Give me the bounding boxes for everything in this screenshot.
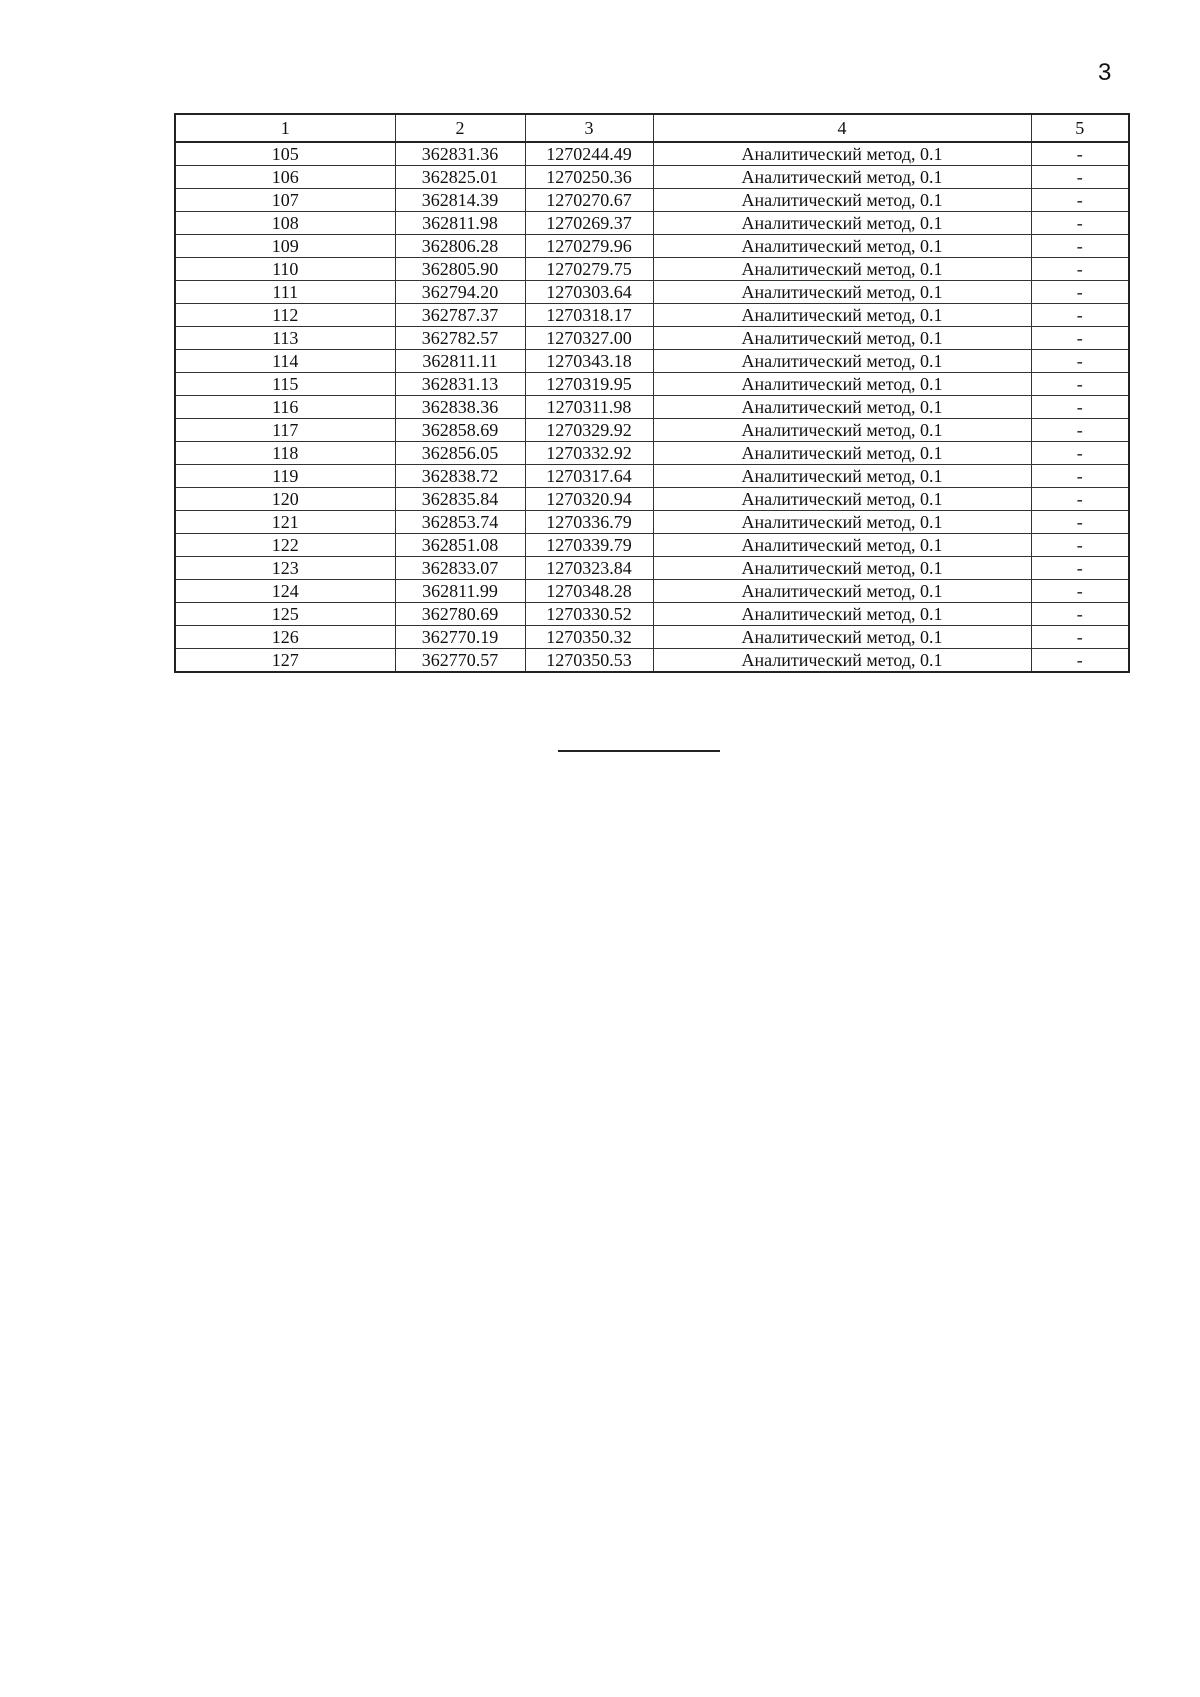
table-row [175, 603, 1129, 626]
x-coordinate-cell: 362814.39 [395, 189, 525, 212]
table-row [175, 488, 1129, 511]
point-number-cell: 109 [175, 235, 395, 258]
x-coordinate-cell: 362780.69 [395, 603, 525, 626]
y-coordinate-cell: 1270303.64 [525, 281, 653, 304]
table-row [175, 442, 1129, 465]
point-number-cell: 118 [175, 442, 395, 465]
point-number-cell: 121 [175, 511, 395, 534]
table-row [175, 557, 1129, 580]
y-coordinate-cell: 1270336.79 [525, 511, 653, 534]
table-row [175, 212, 1129, 235]
y-coordinate-cell: 1270348.28 [525, 580, 653, 603]
note-cell: - [1031, 603, 1129, 626]
method-accuracy-cell: Аналитический метод, 0.1 [653, 235, 1031, 258]
table-row [175, 465, 1129, 488]
y-coordinate-cell: 1270244.49 [525, 142, 653, 166]
table-row [175, 235, 1129, 258]
point-number-cell: 126 [175, 626, 395, 649]
method-accuracy-cell: Аналитический метод, 0.1 [653, 626, 1031, 649]
method-accuracy-cell: Аналитический метод, 0.1 [653, 373, 1031, 396]
y-coordinate-cell: 1270327.00 [525, 327, 653, 350]
method-accuracy-cell: Аналитический метод, 0.1 [653, 258, 1031, 281]
y-coordinate-cell: 1270350.53 [525, 649, 653, 673]
table-row [175, 419, 1129, 442]
x-coordinate-cell: 362811.98 [395, 212, 525, 235]
note-cell: - [1031, 649, 1129, 673]
y-coordinate-cell: 1270269.37 [525, 212, 653, 235]
x-coordinate-cell: 362787.37 [395, 304, 525, 327]
table-row [175, 626, 1129, 649]
point-number-cell: 123 [175, 557, 395, 580]
y-coordinate-cell: 1270279.96 [525, 235, 653, 258]
y-coordinate-cell: 1270329.92 [525, 419, 653, 442]
end-of-table-rule [558, 750, 720, 752]
y-coordinate-cell: 1270279.75 [525, 258, 653, 281]
method-accuracy-cell: Аналитический метод, 0.1 [653, 304, 1031, 327]
table-row [175, 373, 1129, 396]
table-row [175, 350, 1129, 373]
y-coordinate-cell: 1270339.79 [525, 534, 653, 557]
x-coordinate-cell: 362831.13 [395, 373, 525, 396]
point-number-cell: 115 [175, 373, 395, 396]
table-row [175, 396, 1129, 419]
note-cell: - [1031, 557, 1129, 580]
method-accuracy-cell: Аналитический метод, 0.1 [653, 212, 1031, 235]
x-coordinate-cell: 362853.74 [395, 511, 525, 534]
x-coordinate-cell: 362794.20 [395, 281, 525, 304]
point-number-cell: 127 [175, 649, 395, 673]
x-coordinate-cell: 362831.36 [395, 142, 525, 166]
y-coordinate-cell: 1270320.94 [525, 488, 653, 511]
table-row [175, 258, 1129, 281]
note-cell: - [1031, 396, 1129, 419]
note-cell: - [1031, 465, 1129, 488]
y-coordinate-cell: 1270250.36 [525, 166, 653, 189]
point-number-cell: 117 [175, 419, 395, 442]
x-coordinate-cell: 362770.19 [395, 626, 525, 649]
note-cell: - [1031, 580, 1129, 603]
y-coordinate-cell: 1270343.18 [525, 350, 653, 373]
page-number: 3 [1098, 59, 1112, 86]
note-cell: - [1031, 373, 1129, 396]
table-row [175, 166, 1129, 189]
x-coordinate-cell: 362811.99 [395, 580, 525, 603]
note-cell: - [1031, 304, 1129, 327]
point-number-cell: 122 [175, 534, 395, 557]
y-coordinate-cell: 1270318.17 [525, 304, 653, 327]
y-coordinate-cell: 1270270.67 [525, 189, 653, 212]
point-number-cell: 114 [175, 350, 395, 373]
x-coordinate-cell: 362770.57 [395, 649, 525, 673]
column-header-2: 2 [395, 114, 525, 142]
point-number-cell: 108 [175, 212, 395, 235]
table-header [175, 114, 1129, 142]
column-header-3: 3 [525, 114, 653, 142]
method-accuracy-cell: Аналитический метод, 0.1 [653, 580, 1031, 603]
note-cell: - [1031, 350, 1129, 373]
x-coordinate-cell: 362782.57 [395, 327, 525, 350]
point-number-cell: 105 [175, 142, 395, 166]
x-coordinate-cell: 362833.07 [395, 557, 525, 580]
point-number-cell: 116 [175, 396, 395, 419]
x-coordinate-cell: 362825.01 [395, 166, 525, 189]
note-cell: - [1031, 258, 1129, 281]
y-coordinate-cell: 1270330.52 [525, 603, 653, 626]
note-cell: - [1031, 166, 1129, 189]
point-number-cell: 113 [175, 327, 395, 350]
table-body [175, 142, 1129, 672]
table-row [175, 580, 1129, 603]
table-row [175, 649, 1129, 673]
y-coordinate-cell: 1270317.64 [525, 465, 653, 488]
x-coordinate-cell: 362805.90 [395, 258, 525, 281]
method-accuracy-cell: Аналитический метод, 0.1 [653, 350, 1031, 373]
note-cell: - [1031, 488, 1129, 511]
column-header-1: 1 [175, 114, 395, 142]
x-coordinate-cell: 362856.05 [395, 442, 525, 465]
table-header-row [175, 114, 1129, 142]
table-row [175, 142, 1129, 166]
method-accuracy-cell: Аналитический метод, 0.1 [653, 442, 1031, 465]
table-row [175, 304, 1129, 327]
table-row [175, 534, 1129, 557]
x-coordinate-cell: 362838.36 [395, 396, 525, 419]
method-accuracy-cell: Аналитический метод, 0.1 [653, 166, 1031, 189]
x-coordinate-cell: 362858.69 [395, 419, 525, 442]
method-accuracy-cell: Аналитический метод, 0.1 [653, 142, 1031, 166]
x-coordinate-cell: 362851.08 [395, 534, 525, 557]
x-coordinate-cell: 362806.28 [395, 235, 525, 258]
method-accuracy-cell: Аналитический метод, 0.1 [653, 396, 1031, 419]
coordinates-table [174, 113, 1130, 673]
note-cell: - [1031, 142, 1129, 166]
point-number-cell: 120 [175, 488, 395, 511]
note-cell: - [1031, 511, 1129, 534]
method-accuracy-cell: Аналитический метод, 0.1 [653, 603, 1031, 626]
table-row [175, 281, 1129, 304]
note-cell: - [1031, 235, 1129, 258]
method-accuracy-cell: Аналитический метод, 0.1 [653, 488, 1031, 511]
method-accuracy-cell: Аналитический метод, 0.1 [653, 327, 1031, 350]
y-coordinate-cell: 1270332.92 [525, 442, 653, 465]
point-number-cell: 110 [175, 258, 395, 281]
note-cell: - [1031, 442, 1129, 465]
column-header-4: 4 [653, 114, 1031, 142]
column-header-5: 5 [1031, 114, 1129, 142]
method-accuracy-cell: Аналитический метод, 0.1 [653, 189, 1031, 212]
point-number-cell: 107 [175, 189, 395, 212]
method-accuracy-cell: Аналитический метод, 0.1 [653, 419, 1031, 442]
method-accuracy-cell: Аналитический метод, 0.1 [653, 511, 1031, 534]
note-cell: - [1031, 534, 1129, 557]
method-accuracy-cell: Аналитический метод, 0.1 [653, 465, 1031, 488]
note-cell: - [1031, 212, 1129, 235]
point-number-cell: 124 [175, 580, 395, 603]
point-number-cell: 111 [175, 281, 395, 304]
table-row [175, 511, 1129, 534]
y-coordinate-cell: 1270311.98 [525, 396, 653, 419]
x-coordinate-cell: 362838.72 [395, 465, 525, 488]
note-cell: - [1031, 419, 1129, 442]
y-coordinate-cell: 1270319.95 [525, 373, 653, 396]
y-coordinate-cell: 1270350.32 [525, 626, 653, 649]
note-cell: - [1031, 281, 1129, 304]
point-number-cell: 106 [175, 166, 395, 189]
method-accuracy-cell: Аналитический метод, 0.1 [653, 534, 1031, 557]
table-row [175, 189, 1129, 212]
x-coordinate-cell: 362835.84 [395, 488, 525, 511]
point-number-cell: 125 [175, 603, 395, 626]
method-accuracy-cell: Аналитический метод, 0.1 [653, 649, 1031, 673]
point-number-cell: 112 [175, 304, 395, 327]
note-cell: - [1031, 327, 1129, 350]
note-cell: - [1031, 626, 1129, 649]
point-number-cell: 119 [175, 465, 395, 488]
x-coordinate-cell: 362811.11 [395, 350, 525, 373]
method-accuracy-cell: Аналитический метод, 0.1 [653, 281, 1031, 304]
note-cell: - [1031, 189, 1129, 212]
table-row [175, 327, 1129, 350]
method-accuracy-cell: Аналитический метод, 0.1 [653, 557, 1031, 580]
y-coordinate-cell: 1270323.84 [525, 557, 653, 580]
